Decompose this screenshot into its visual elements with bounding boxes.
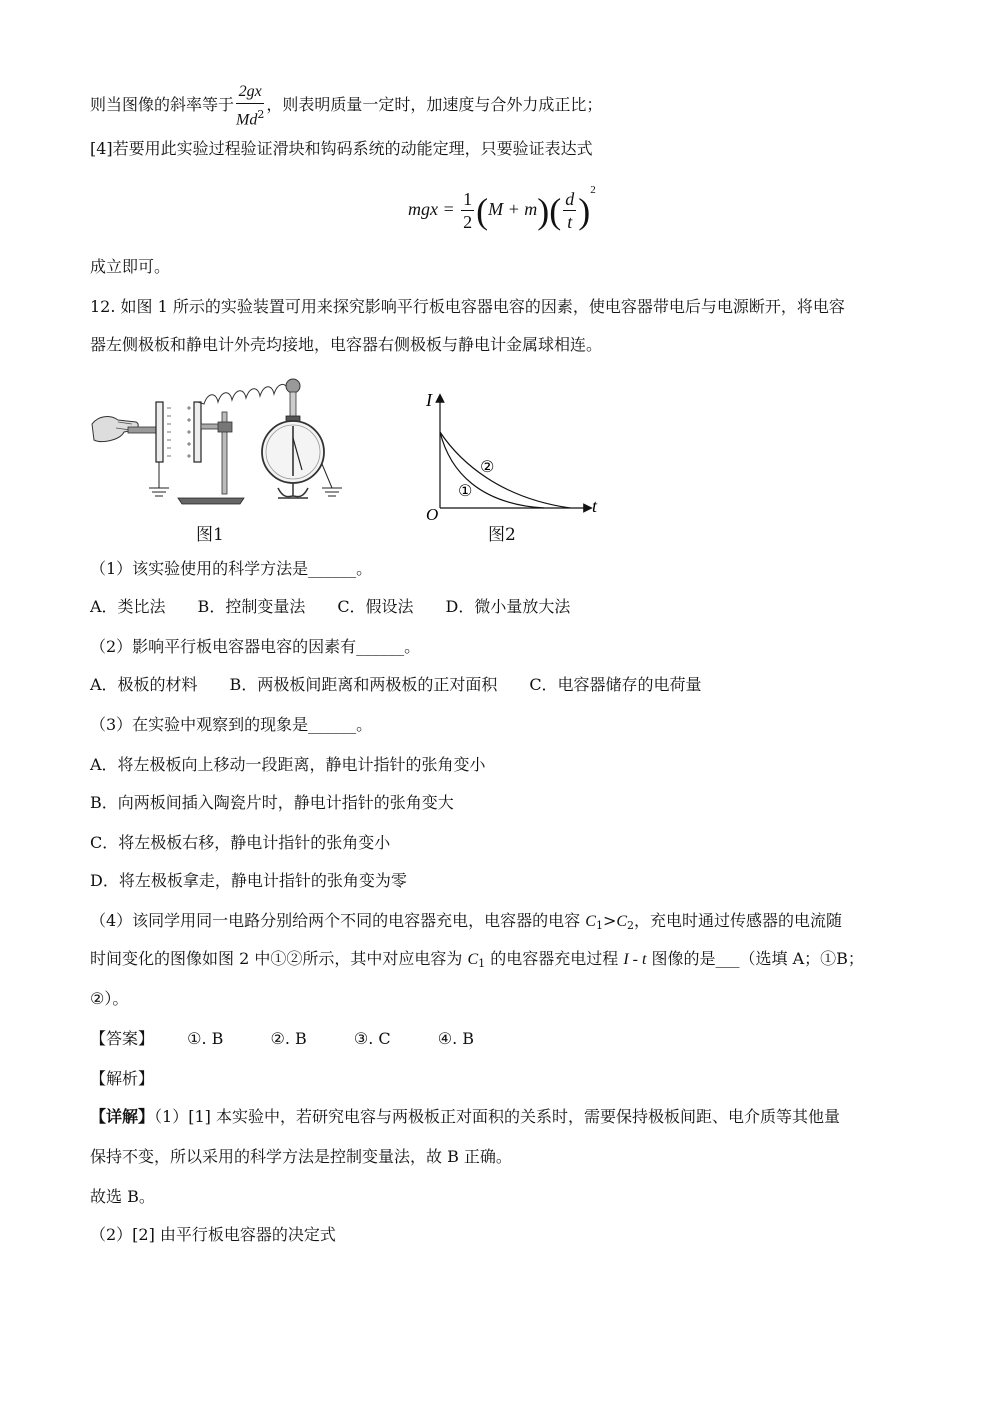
fraction-denominator: t	[567, 212, 573, 233]
charge-marks	[167, 406, 191, 458]
question-4-line-1	[90, 910, 842, 937]
electroscope-ball	[286, 379, 300, 393]
subscript: 1	[595, 919, 603, 932]
equation-mass-sum: M + m	[488, 199, 538, 219]
ground-symbol-right	[322, 488, 342, 496]
fraction-numerator: 2gx	[238, 83, 262, 100]
answer-item: ②. B	[270, 1029, 307, 1048]
detail-line-3: 故选 B。	[90, 1187, 155, 1206]
fraction-d-over-t	[563, 188, 576, 233]
figure-2-caption: 图2	[488, 525, 516, 545]
answer-item: ③. C	[353, 1029, 391, 1048]
text-segment: 图像的是___（选填 A；①B；	[646, 949, 864, 968]
question-4-line-3: ②）。	[90, 989, 129, 1008]
detail-label: 【详解】	[90, 1107, 155, 1126]
text-segment: 的电容器充电过程	[485, 949, 624, 968]
text-segment: 时间变化的图像如图 2 中①②所示，其中对应电容为	[90, 949, 468, 968]
stand-clamp	[218, 422, 232, 432]
paren-open: (	[476, 190, 489, 231]
axis-label-i: I	[426, 392, 432, 410]
text-segment: （4）该同学用同一电路分别给两个不同的电容器充电，电容器的电容	[90, 911, 586, 930]
question-3-option-d: D．将左极板拿走，静电计指针的张角变为零	[90, 871, 407, 890]
paren-close: )	[537, 190, 550, 231]
text-segment: ，则表明质量一定时，加速度与合外力成正比；	[266, 95, 603, 115]
question-3: （3）在实验中观察到的现象是______。	[90, 715, 373, 734]
symbol-c: C	[467, 951, 479, 968]
fraction-denominator: Md	[236, 111, 258, 129]
paren-close: )	[578, 190, 591, 231]
analysis-label: 【解析】	[90, 1069, 155, 1088]
answer-label: 【答案】	[90, 1029, 155, 1048]
curve-2-label: ②	[480, 457, 495, 476]
right-plate	[194, 402, 201, 462]
axis-label-t: t	[592, 496, 598, 516]
question-3-option-c: C．将左极板右移，静电计指针的张角变小	[90, 833, 391, 852]
fraction-denominator: 2	[463, 212, 473, 233]
paren-open: (	[549, 190, 562, 231]
electroscope-stand	[278, 483, 308, 497]
subscript: 2	[627, 919, 635, 932]
detail-line-2: 保持不变，所以采用的科学方法是控制变量法，故 B 正确。	[90, 1147, 512, 1166]
answer-item: ④. B	[437, 1029, 474, 1048]
question-12-line-2: 器左侧极板和静电计外壳均接地，电容器右侧极板与静电计金属球相连。	[90, 335, 603, 354]
figure-1-apparatus	[88, 372, 358, 510]
text-line-slope	[90, 80, 602, 131]
question-4-line-2	[90, 948, 864, 975]
detail-line-1	[90, 1106, 840, 1128]
text-segment: 则当图像的斜率等于	[90, 95, 235, 115]
symbol-c: C	[616, 913, 628, 930]
answer-item: ①. B	[187, 1029, 224, 1048]
origin-label: O	[426, 505, 439, 522]
ground-symbol-left	[149, 488, 169, 496]
question-12-line-1: 12. 如图 1 所示的实验装置可用来探究影响平行板电容器电容的因素，使电容器带电后与电源断开，将电容	[90, 297, 845, 316]
question-2-options: A．极板的材料 B．两极板间距离和两极板的正对面积 C．电容器储存的电荷量	[90, 675, 702, 694]
left-plate	[156, 402, 163, 462]
insulating-handle	[128, 427, 158, 433]
detail-line-4: （2）[2] 由平行板电容器的决定式	[90, 1225, 336, 1244]
question-3-option-a: A．将左极板向上移动一段距离，静电计指针的张角变小	[90, 755, 486, 774]
question-1-options: A．类比法 B．控制变量法 C．假设法 D．微小量放大法	[90, 597, 571, 616]
figure-2-current-time-graph	[420, 392, 610, 522]
text-line-energy-theorem: [4]若要用此实验过程验证滑块和钩码系统的动能定理，只要验证表达式	[90, 139, 593, 158]
subscript: 1	[478, 957, 486, 970]
energy-equation	[408, 184, 596, 233]
case-ground-wire	[322, 464, 332, 488]
fraction-denominator-exponent: 2	[257, 108, 265, 121]
answer-line	[90, 1028, 474, 1050]
question-2: （2）影响平行板电容器电容的因素有______。	[90, 637, 421, 656]
symbol-i-t: I - t	[623, 951, 647, 968]
figure-1-caption: 图1	[196, 525, 224, 545]
fraction-numerator: 1	[463, 189, 473, 210]
connecting-wire	[198, 384, 292, 404]
text-segment: ，充电时通过传感器的电流随	[634, 911, 843, 930]
stand-base	[178, 498, 244, 504]
fraction-numerator: d	[565, 189, 575, 210]
fraction-one-half	[461, 188, 474, 233]
symbol-c: C	[585, 913, 596, 930]
question-1: （1）该实验使用的科学方法是______。	[90, 559, 373, 578]
equation-lhs: mgx =	[408, 199, 455, 219]
text-segment: （1）[1] 本实验中，若研究电容与两极板正对面积的关系时，需要保持极板间距、电介质等其他量	[154, 1107, 840, 1126]
curve-1-label: ①	[458, 481, 473, 500]
question-3-option-b: B．向两板间插入陶瓷片时，静电计指针的张角变大	[90, 793, 454, 812]
equation-exponent: 2	[590, 184, 596, 196]
fraction-2gx-over-md2	[236, 80, 264, 131]
text-line-conclusion: 成立即可。	[90, 257, 171, 276]
text-segment: >	[602, 911, 617, 930]
